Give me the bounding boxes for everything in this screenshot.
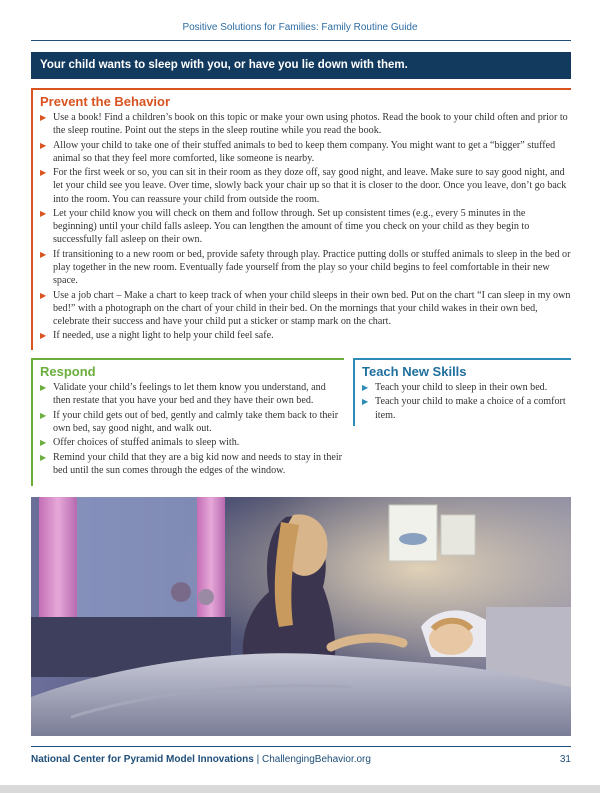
bullet-arrow-icon: ▶ [40,383,47,392]
list-item: ▶ Offer choices of stuffed animals to sleep with. [40,437,240,449]
page-header-title: Positive Solutions for Families: Family Routine Guide [182,22,418,33]
footer-separator: | [256,754,260,765]
list-item: ▶ Remind your child that they are a big kid now and needs to stay in their bed until the sun comes through the edges of the window. [40,451,343,476]
footer-organization: National Center for Pyramid Model Innovations [31,754,254,765]
footer-divider [31,746,571,747]
footer-website-link[interactable]: ChallengingBehavior.org [261,754,371,765]
bullet-arrow-icon: ▶ [40,208,47,218]
bullet-arrow-icon: ▶ [40,290,47,300]
list-item: ▶ If needed, use a night light to help your child feel safe. [40,330,274,342]
teach-list [362,381,571,422]
respond-heading: Respond [40,364,96,379]
bullet-arrow-icon: ▶ [40,331,47,341]
list-item: ▶ If your child gets out of bed, gently and calmly take them back to their own bed, say good night, and walk out. [40,409,339,434]
page-number: 31 [559,754,571,765]
list-item: ▶ For the first week or so, you can sit in their room as they doze off, say good night, and leave. Make sure to say good night, and let your child see you leave. Over time, slowly back your chair up so that it is closer to the door. Once you leave, don’t go back into the room. You can reassure your child from outside the room. [40,167,567,205]
bullet-arrow-icon: ▶ [40,249,47,259]
teach-section [353,358,571,426]
list-item: ▶ Validate your child’s feelings to let them know you understand, and then restate that you have your bed and they have their own bed. [40,382,326,407]
list-item: ▶ Allow your child to take one of their stuffed animals to bed to keep them company. You might want to get a “bigger” stuffed animal so that they feel more comforted, like someone is nearby. [40,139,556,164]
bullet-arrow-icon: ▶ [40,140,47,150]
viewer-bottom-bar [0,785,600,793]
bullet-arrow-icon: ▶ [40,438,47,448]
bullet-arrow-icon: ▶ [40,410,47,420]
bullet-arrow-icon: ▶ [40,113,47,122]
list-item: ▶ Use a book! Find a children’s book on this topic or make your own using photos. Read the book to your child often and prior to the sleep routine. Point out the steps in the sleep routine while you read the book. [40,112,568,137]
prevent-heading: Prevent the Behavior [40,94,171,109]
header-divider [31,40,571,41]
prevent-section [31,88,571,350]
scenario-banner: Your child wants to sleep with you, or have you lie down with them. [31,52,571,79]
list-item: ▶ Teach your child to make a choice of a comfort item. [362,396,566,421]
teach-heading: Teach New Skills [362,364,467,379]
prevent-list [40,111,571,343]
bullet-arrow-icon: ▶ [40,452,47,462]
bullet-arrow-icon: ▶ [362,397,369,407]
bullet-arrow-icon: ▶ [362,383,369,392]
list-item: ▶ If transitioning to a new room or bed, provide safety through play. Practice putting dolls or stuffed animals to sleep in the bed or play together in the new room. Eventually fade yourself from the play so your child begins to feel comfortable in their new space. [40,248,571,287]
list-item: ▶ Let your child know you will check on them and follow through. Set up consistent times (e.g., every 5 minutes in the beginning) until your child falls asleep. You can lengthen the amount of time you check on your child as they begin to successfully fall asleep on their own. [40,207,530,246]
list-item: ▶ Teach your child to sleep in their own bed. [362,382,548,393]
bullet-arrow-icon: ▶ [40,168,47,178]
bedtime-photo [31,497,571,736]
respond-section [31,358,344,486]
respond-list [40,381,344,477]
page-footer [31,754,571,765]
list-item: ▶ Use a job chart – Make a chart to keep track of when your child sleeps in their own bed. Put on the chart “I can sleep in my own bed!” with a photograph on the chart of your child in their bed. On the mornings that your child wakes in their own bed, celebrate their success and have your child put a sticker or stamp mark on the chart. [40,289,571,327]
